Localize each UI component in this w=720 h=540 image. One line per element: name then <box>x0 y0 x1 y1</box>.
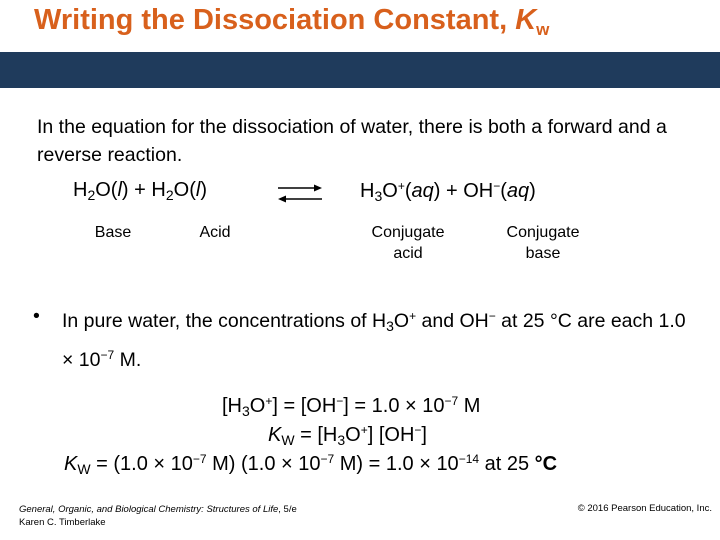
kw-value-equation: $K_W = (1.0 \times 10^{-7}$ M) ($1.0 \times 10^{-7}$ $M) = 1.0 \times 10^{-14}$ at 25 °C <box>64 452 558 477</box>
concentration-equation: $[H_3O^+] = [OH^-] = 1.0 \times 10^{-7}$ M <box>222 394 481 419</box>
label-conjugate-acid: Conjugate acid <box>371 224 445 262</box>
slide-title: Writing the Dissociation Constant, $K_w$ <box>34 4 550 39</box>
kw-definition: $K_W = [H_3O^+]$ [OH−] <box>268 423 427 448</box>
bullet-point: • In pure water, the concentrations of $H_3O^+$ and OH− at 25 °C are each $1.0 \times 10^{-7}$ M. <box>33 302 693 375</box>
label-acid: Acid <box>199 224 231 241</box>
intro-paragraph: In the equation for the dissociation of water, there is both a forward and a reverse reaction. <box>37 116 667 166</box>
equilibrium-arrows-icon <box>275 180 325 208</box>
footer-citation: General, Organic, and Biological Chemistry: Structures of Life, 5/e Karen C. Timberlake <box>19 504 297 528</box>
label-conjugate-base: Conjugate base <box>506 224 580 262</box>
footer-copyright: © 2016 Pearson Education, Inc. <box>577 503 712 514</box>
title-band <box>0 52 720 88</box>
reactants: $H_2O(l) + H_2O(l)$ <box>73 179 207 203</box>
label-base: Base <box>94 224 132 241</box>
bullet-icon: • <box>33 305 40 327</box>
products: $H_3O^+(aq) + OH^-(aq)$ <box>360 179 536 204</box>
